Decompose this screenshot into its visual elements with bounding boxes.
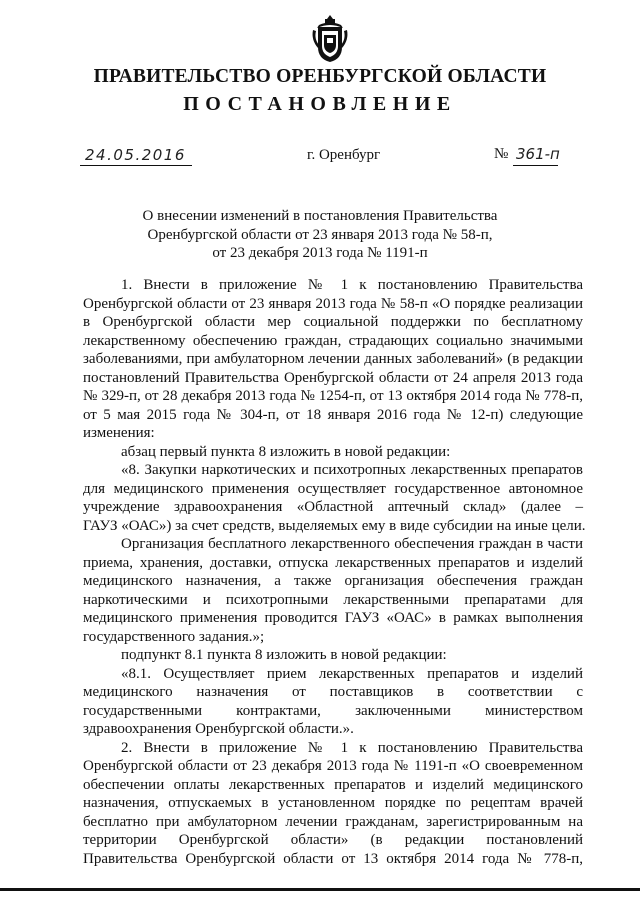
body-line: медицинского назначения от поставщиков в соответствии с [83, 684, 583, 700]
body-line: приема, хранения, доставки, отпуска лекарственных препаратов и изделий [83, 554, 583, 571]
body-line: подпункт 8.1 пункта 8 изложить в новой редакции: [121, 647, 447, 663]
body-line: «8.1. Осуществляет прием лекарственных препаратов и изделий [121, 665, 583, 682]
body-line: в Оренбургской области мер социальной поддержки по бесплатному [83, 314, 583, 330]
subject-line: О внесении изменений в постановления Правительства [142, 208, 498, 224]
body-line: изменения: [83, 425, 155, 441]
number-underline [513, 165, 558, 166]
body-line: государственными контрактами, заключенными министерством [83, 702, 583, 719]
subject-line: Оренбургской области от 23 января 2013 года № 58-п, [147, 226, 493, 243]
document-number: 361-п [516, 145, 560, 163]
body-line: учреждение здравоохранения «Областной аптечный склад» (далее – [83, 499, 583, 515]
subject-line: от 23 декабря 2013 года № 1191-п [212, 245, 428, 261]
body-line: заболеваниями, при амбулаторном лечении данных заболеваний» (в редакции [83, 351, 583, 367]
body-line: государственного задания.»; [83, 628, 265, 645]
body-line: Правительства Оренбургской области от 13 октября 2014 года № 778-п, [83, 850, 583, 867]
body-line: ГАУЗ «ОАС») за счет средств, выделяемых ему в виде субсидии на иные цели. [83, 517, 586, 534]
body-line: лекарственному обеспечению граждан, страдающих социально значимыми [83, 332, 583, 349]
body-line: 2. Внести в приложение № 1 к постановлению Правительства [121, 739, 583, 756]
body-line: территории Оренбургской области» (в редакции постановлений [83, 832, 583, 848]
body-line: наркотическими и психотропными лекарственными препаратами для [83, 591, 583, 608]
body-line: Оренбургской области от 23 января 2013 года № 58-п «О порядке реализации [83, 295, 583, 312]
body-line: 1. Внести в приложение № 1 к постановлению Правительства [121, 277, 583, 293]
document-city: г. Оренбург [307, 147, 381, 163]
coat-of-arms-emblem [311, 14, 349, 64]
body-line: постановлений Правительства Оренбургской области от 24 апреля 2013 года [83, 369, 583, 386]
government-title: ПРАВИТЕЛЬСТВО ОРЕНБУРГСКОЙ ОБЛАСТИ [93, 66, 547, 87]
body-line: медицинского назначения, а также организация обеспечения граждан [83, 573, 583, 589]
body-line: медицинского применения проводится ГАУЗ «ОАС» в рамках выполнения [83, 610, 583, 626]
body-line: бесплатно при амбулаторном лечении гражданам, зарегистрированным на [83, 813, 583, 830]
body-line: «8. Закупки наркотических и психотропных лекарственных препаратов [121, 462, 583, 478]
body-line: Организация бесплатного лекарственного обеспечения граждан в части [121, 536, 583, 552]
body-line: обеспечении оплаты лекарственных препаратов и изделий медицинского [83, 776, 583, 793]
body-line: здравоохранения Оренбургской области.». [83, 721, 354, 737]
body-line: № 329-п, от 28 декабря 2013 года № 1254-п, от 13 октября 2014 года № 778-п, [83, 388, 583, 404]
body-line: назначения, отпускаемых в установленном порядке по рецептам врачей [83, 795, 583, 811]
document-body [83, 276, 586, 868]
body-line: Оренбургской области от 23 декабря 2013 года № 1191-п «О своевременном [83, 758, 583, 774]
document-date: 24.05.2016 [85, 146, 186, 164]
document-type-heading: ПОСТАНОВЛЕНИЕ [183, 93, 457, 115]
document-subject [0, 207, 640, 263]
body-line: от 5 мая 2015 года № 304-п, от 18 января 2016 года № 12-п) следующие [83, 406, 583, 423]
body-line: абзац первый пункта 8 изложить в новой редакции: [121, 443, 451, 460]
page-bottom-border [0, 888, 640, 891]
date-underline [80, 165, 192, 166]
number-sign: № [494, 146, 509, 162]
body-line: для медицинского применения осуществляет государственное автономное [83, 480, 583, 497]
